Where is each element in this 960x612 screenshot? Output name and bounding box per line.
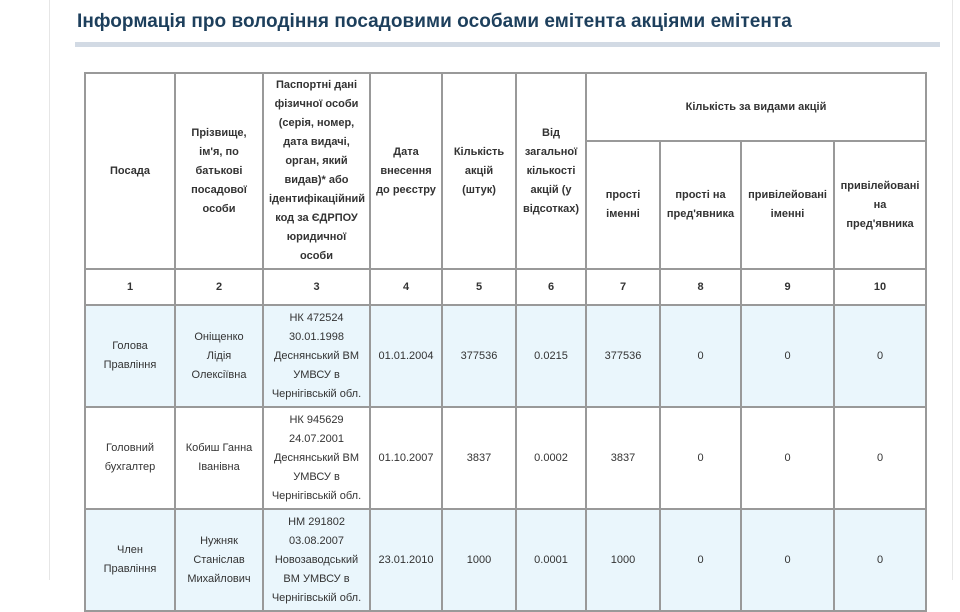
cell-passport: НК 945629 24.07.2001 Деснянський ВМ УМВСУ в Чернігівській обл. bbox=[263, 407, 370, 509]
column-number: 6 bbox=[516, 269, 586, 305]
header-row bbox=[85, 73, 926, 141]
header-by-type: Кількість за видами акцій bbox=[586, 73, 926, 141]
column-number: 3 bbox=[263, 269, 370, 305]
cell-name: Оніщенко Лідія Олексіївна bbox=[175, 305, 263, 407]
header-preferred-named: привілейовані іменні bbox=[741, 141, 834, 269]
column-number: 7 bbox=[586, 269, 660, 305]
column-number: 5 bbox=[442, 269, 516, 305]
page-left-border bbox=[49, 0, 50, 580]
cell-date: 23.01.2010 bbox=[370, 509, 442, 611]
cell-simple-named: 377536 bbox=[586, 305, 660, 407]
cell-preferred-named: 0 bbox=[741, 509, 834, 611]
cell-simple-bearer: 0 bbox=[660, 509, 741, 611]
header-name: Прізвище, ім'я, по батькові посадової особи bbox=[175, 73, 263, 269]
cell-position: Головний бухгалтер bbox=[85, 407, 175, 509]
cell-position: Член Правління bbox=[85, 509, 175, 611]
cell-preferred-bearer: 0 bbox=[834, 407, 926, 509]
cell-date: 01.01.2004 bbox=[370, 305, 442, 407]
cell-preferred-named: 0 bbox=[741, 407, 834, 509]
cell-passport: НМ 291802 03.08.2007 Новозаводський ВМ УМВСУ в Чернігівській обл. bbox=[263, 509, 370, 611]
column-number: 1 bbox=[85, 269, 175, 305]
cell-position: Голова Правління bbox=[85, 305, 175, 407]
cell-shares-count: 3837 bbox=[442, 407, 516, 509]
page-right-border bbox=[952, 0, 953, 580]
cell-simple-named: 1000 bbox=[586, 509, 660, 611]
header-position: Посада bbox=[85, 73, 175, 269]
header-percent: Від загальної кількості акцій (у відсотках) bbox=[516, 73, 586, 269]
column-number: 10 bbox=[834, 269, 926, 305]
table-row bbox=[85, 509, 926, 611]
cell-shares-count: 377536 bbox=[442, 305, 516, 407]
cell-date: 01.10.2007 bbox=[370, 407, 442, 509]
column-number-row bbox=[85, 269, 926, 305]
cell-preferred-bearer: 0 bbox=[834, 509, 926, 611]
title-underline bbox=[75, 42, 940, 47]
cell-percent: 0.0002 bbox=[516, 407, 586, 509]
header-date: Дата внесення до реєстру bbox=[370, 73, 442, 269]
table-container bbox=[84, 72, 925, 604]
officers-shares-table bbox=[84, 72, 927, 612]
cell-preferred-bearer: 0 bbox=[834, 305, 926, 407]
column-number: 4 bbox=[370, 269, 442, 305]
cell-preferred-named: 0 bbox=[741, 305, 834, 407]
header-passport: Паспортні дані фізичної особи (серія, номер, дата видачі, орган, який видав)* або ідентифікаційний код за ЄДРПОУ юридичної особи bbox=[263, 73, 370, 269]
header-simple-bearer: прості на пред'явника bbox=[660, 141, 741, 269]
header-preferred-bearer: привілейовані на пред'явника bbox=[834, 141, 926, 269]
cell-name: Нужняк Станіслав Михайлович bbox=[175, 509, 263, 611]
column-number: 8 bbox=[660, 269, 741, 305]
table-row bbox=[85, 407, 926, 509]
page-title: Інформація про володіння посадовими особами емітента акціями емітента bbox=[77, 11, 792, 32]
cell-simple-bearer: 0 bbox=[660, 407, 741, 509]
column-number: 9 bbox=[741, 269, 834, 305]
cell-passport: НК 472524 30.01.1998 Деснянський ВМ УМВСУ в Чернігівській обл. bbox=[263, 305, 370, 407]
cell-percent: 0.0001 bbox=[516, 509, 586, 611]
cell-name: Кобиш Ганна Іванівна bbox=[175, 407, 263, 509]
table-row bbox=[85, 305, 926, 407]
header-shares-count: Кількість акцій (штук) bbox=[442, 73, 516, 269]
cell-simple-bearer: 0 bbox=[660, 305, 741, 407]
cell-shares-count: 1000 bbox=[442, 509, 516, 611]
cell-percent: 0.0215 bbox=[516, 305, 586, 407]
header-simple-named: прості іменні bbox=[586, 141, 660, 269]
cell-simple-named: 3837 bbox=[586, 407, 660, 509]
column-number: 2 bbox=[175, 269, 263, 305]
